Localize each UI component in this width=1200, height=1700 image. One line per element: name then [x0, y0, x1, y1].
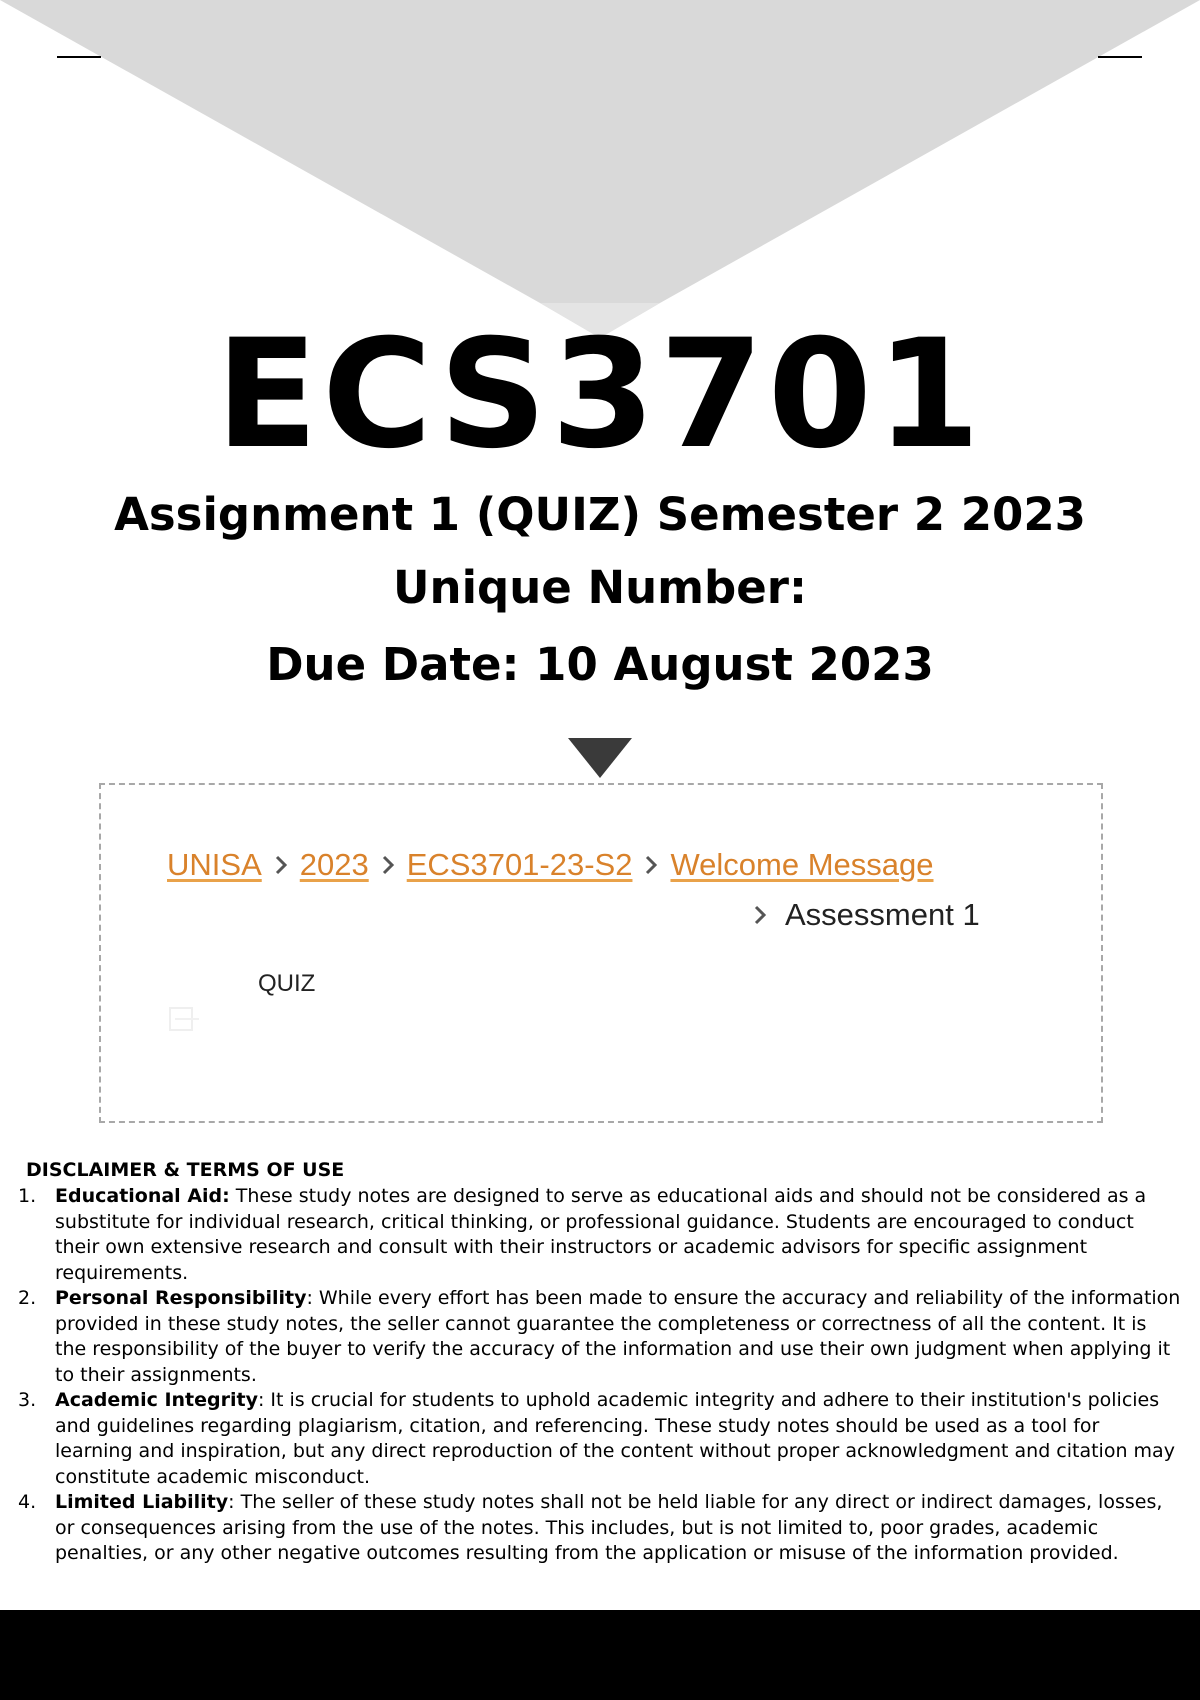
disclaimer-heading: DISCLAIMER & TERMS OF USE — [26, 1159, 345, 1181]
list-item — [0, 1490, 1200, 1567]
chevron-right-icon — [369, 854, 407, 876]
breadcrumb-link-unisa[interactable]: UNISA — [167, 847, 262, 882]
list-item — [0, 1184, 1200, 1286]
list-item — [0, 1388, 1200, 1490]
term-title: Educational Aid: — [55, 1185, 230, 1207]
assignment-title: Assignment 1 (QUIZ) Semester 2 2023 — [114, 488, 1086, 541]
chevron-right-icon — [262, 854, 300, 876]
term-text: : It is crucial for students to uphold academic integrity and adhere to their institution's policies and guidelines regarding plagiarism, citation, and referencing. These study notes should be used as a tool for learning and inspiration, but any direct reproduction of the content without proper acknowledgment and citation may constitute academic misconduct. — [55, 1389, 1175, 1488]
term-text: : While every effort has been made to ensure the accuracy and reliability of the information provided in these study notes, the seller cannot guarantee the completeness or correctness of all the content. It is the responsibility of the buyer to verify the accuracy of the information and use their own judgment when applying it to their assignments. — [55, 1287, 1181, 1386]
chevron-right-icon — [632, 854, 670, 876]
triangle-down-icon — [568, 738, 632, 778]
term-text: : The seller of these study notes shall not be held liable for any direct or indirect damages, losses, or consequences arising from the use of the notes. This includes, but is not limited to, poor grades, academic penalties, or any other negative outcomes resulting from the application or misuse of the information provided. — [55, 1491, 1163, 1564]
breadcrumb-screenshot-box — [99, 783, 1103, 1123]
due-date: Due Date: 10 August 2023 — [266, 638, 934, 691]
footer-bar — [0, 1610, 1200, 1700]
quiz-icon — [169, 1007, 203, 1033]
breadcrumb-link-welcome[interactable]: Welcome Message — [670, 847, 934, 882]
term-number: 2. — [18, 1287, 37, 1309]
chevron-right-icon — [741, 904, 779, 926]
corner-rule-left — [57, 56, 101, 58]
terms-list — [0, 1184, 1200, 1567]
term-number: 3. — [18, 1389, 37, 1411]
breadcrumb-current: Assessment 1 — [785, 897, 980, 932]
term-title: Limited Liability — [55, 1491, 229, 1513]
term-number: 1. — [18, 1185, 37, 1207]
course-code-title: ECS3701 — [215, 308, 985, 482]
breadcrumb — [167, 847, 934, 883]
breadcrumb-current-row — [741, 897, 980, 933]
header-chevron-shape — [0, 0, 1200, 340]
term-title: Academic Integrity — [55, 1389, 258, 1411]
list-item — [0, 1286, 1200, 1388]
term-title: Personal Responsibility — [55, 1287, 307, 1309]
corner-rule-right — [1098, 56, 1142, 58]
term-text: These study notes are designed to serve as educational aids and should not be considered as a substitute for individual research, critical thinking, or professional guidance. Students are encouraged to conduct their own extensive research and consult with their instructors or academic advisors for specific assignment requirements. — [55, 1185, 1147, 1284]
quiz-label: QUIZ — [258, 970, 316, 997]
breadcrumb-link-year[interactable]: 2023 — [299, 847, 369, 882]
unique-number-label: Unique Number: — [393, 561, 807, 614]
breadcrumb-link-module[interactable]: ECS3701-23-S2 — [406, 847, 633, 882]
term-number: 4. — [18, 1491, 37, 1513]
